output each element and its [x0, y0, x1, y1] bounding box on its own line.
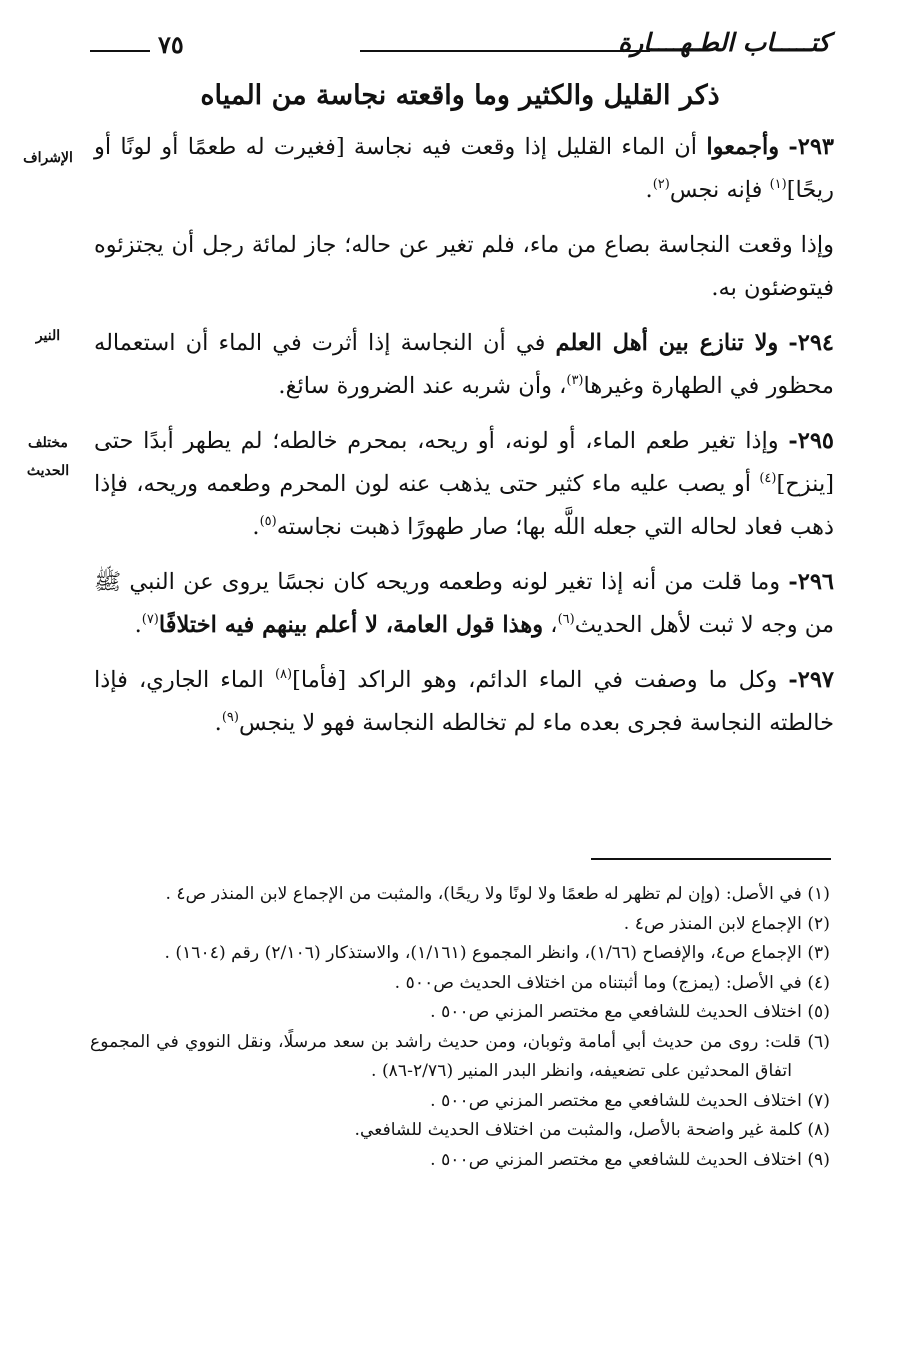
footnote-ref[interactable]: (٨): [274, 667, 293, 682]
footnote-ref[interactable]: (٧): [141, 612, 159, 627]
paragraph-text: وإذا تغير طعم الماء، أو لونه، أو ريحه، بمحرم خالطه؛ لم يطهر أبدًا حتى [ينزح]: [94, 428, 834, 497]
paragraph-text: ، وأن شربه عند الضرورة سائغ.: [278, 373, 567, 399]
bold-phrase: وهذا قول العامة، لا أعلم بينهم فيه اختلافًا: [158, 612, 544, 638]
paragraph-296: [94, 561, 834, 647]
paragraph-number: ٢٩٧-: [788, 667, 834, 693]
running-header: [90, 28, 830, 62]
paragraph-297: [94, 659, 834, 745]
margin-note-ishraf: الإشراف: [23, 150, 73, 166]
lead-phrase: وأجمعوا: [706, 134, 780, 160]
paragraph-text: فإنه نجس: [669, 177, 770, 203]
page-number: ٧٥: [158, 30, 184, 59]
paragraph-number: ٢٩٥-: [788, 428, 834, 454]
paragraph-293-continued: [94, 224, 834, 310]
footnote-4: (٤) في الأصل: (يمزج) وما أثبتناه من اختلاف الحديث ص٥٠٠ .: [394, 972, 830, 993]
margin-note-mukhtalif-line2: الحديث: [26, 463, 70, 479]
footnote-ref[interactable]: (٢): [652, 177, 670, 192]
footnotes: [90, 880, 830, 1175]
footnote-3: (٣) الإجماع ص٤، والإفصاح (١/٦٦)، وانظر المجموع (١/١٦١)، والاستذكار (٢/١٠٦) رقم (١٦٠٤) .: [164, 943, 830, 963]
paragraph-text: وكل ما وصفت في الماء الدائم، وهو الراكد [فأما]: [292, 667, 789, 693]
paragraph-text: .: [645, 177, 653, 203]
lead-phrase: ولا تنازع بين أهل العلم: [555, 330, 779, 356]
paragraph-text: .: [134, 612, 142, 638]
footnote-2: (٢) الإجماع لابن المنذر ص٤ .: [623, 913, 830, 934]
footnote-9: (٩) اختلاف الحديث للشافعي مع مختصر المزني ص٥٠٠ .: [430, 1149, 830, 1170]
footnote-ref[interactable]: (٣): [566, 373, 584, 388]
footnote-1: (١) في الأصل: (وإن لم تظهر له طعمًا ولا لونًا ولا ريحًا)، والمثبت من الإجماع لابن المنذر ص٤ .: [165, 884, 830, 904]
main-text: [94, 126, 834, 757]
running-title: كتـــــاب الطـهــــارة: [618, 28, 830, 57]
footnote-ref[interactable]: (٤): [759, 471, 777, 486]
footnote-6: (٦) قلت: روى من حديث أبي أمامة وثوبان، ومن حديث راشد بن سعد مرسلًا، ونقل النووي في المجموع اتفاق المحدثين على تضعيفه، وانظر البدر المنير (٢/٧٦-٨٦) .: [90, 1031, 830, 1081]
paragraph-text: .: [214, 710, 222, 736]
paragraph-text: وما قلت من أنه إذا تغير لونه وطعمه وريحه كان نجسًا يروى عن النبي ﷺ من وجه لا ثبت لأهل الحديث: [94, 569, 834, 638]
paragraph-text: في أن النجاسة إذا أثرت في الماء أن استعماله محظور في الطهارة وغيرها: [94, 330, 834, 399]
paragraph-number: ٢٩٣-: [788, 134, 834, 160]
header-rule-short: [90, 50, 150, 52]
footnote-7: (٧) اختلاف الحديث للشافعي مع مختصر المزني ص٥٠٠ .: [430, 1090, 830, 1111]
paragraph-294: [94, 322, 834, 408]
footnote-ref[interactable]: (٩): [221, 710, 239, 725]
footnote-5: (٥) اختلاف الحديث للشافعي مع مختصر المزني ص٥٠٠ .: [430, 1002, 830, 1022]
paragraph-293: [94, 126, 834, 212]
paragraph-295: [94, 420, 834, 549]
paragraph-number: ٢٩٤-: [788, 330, 835, 356]
footnote-ref[interactable]: (٦): [557, 612, 575, 627]
chapter-heading: ذكر القليل والكثير وما واقعته نجاسة من المياه: [200, 80, 720, 111]
footnote-divider: [591, 858, 831, 860]
paragraph-text: الماء الجاري، فإذا خالطته النجاسة فجرى بعده ماء لم تخالطه النجاسة فهو لا ينجس: [94, 667, 834, 736]
header-rule-long: [360, 50, 650, 52]
paragraph-text: أو يصب عليه ماء كثير حتى يذهب عنه لون المحرم وطعمه وريحه، فإذا ذهب فعاد لحاله التي جعله اللَّه بها؛ صار طهورًا ذهبت نجاسته: [94, 471, 834, 540]
paragraph-text: .: [252, 514, 260, 540]
footnote-8: (٨) كلمة غير واضحة بالأصل، والمثبت من اختلاف الحديث للشافعي.: [354, 1120, 830, 1140]
paragraph-text: وإذا وقعت النجاسة بصاع من ماء، فلم تغير عن حاله؛ جاز لمائة رجل أن يجتزئوه فيتوضئون به.: [94, 232, 834, 301]
margin-note-mukhtalif-line1: مختلف: [28, 435, 68, 451]
paragraph-text: ،: [543, 612, 558, 638]
paragraph-number: ٢٩٦-: [788, 569, 834, 595]
footnote-ref[interactable]: (١): [769, 177, 787, 192]
footnote-ref[interactable]: (٥): [259, 514, 277, 529]
margin-note-nayyir: النير: [35, 328, 61, 344]
paragraph-text: أن الماء القليل إذا وقعت فيه نجاسة [فغيرت له طعمًا أو لونًا أو ريحًا]: [94, 134, 834, 203]
